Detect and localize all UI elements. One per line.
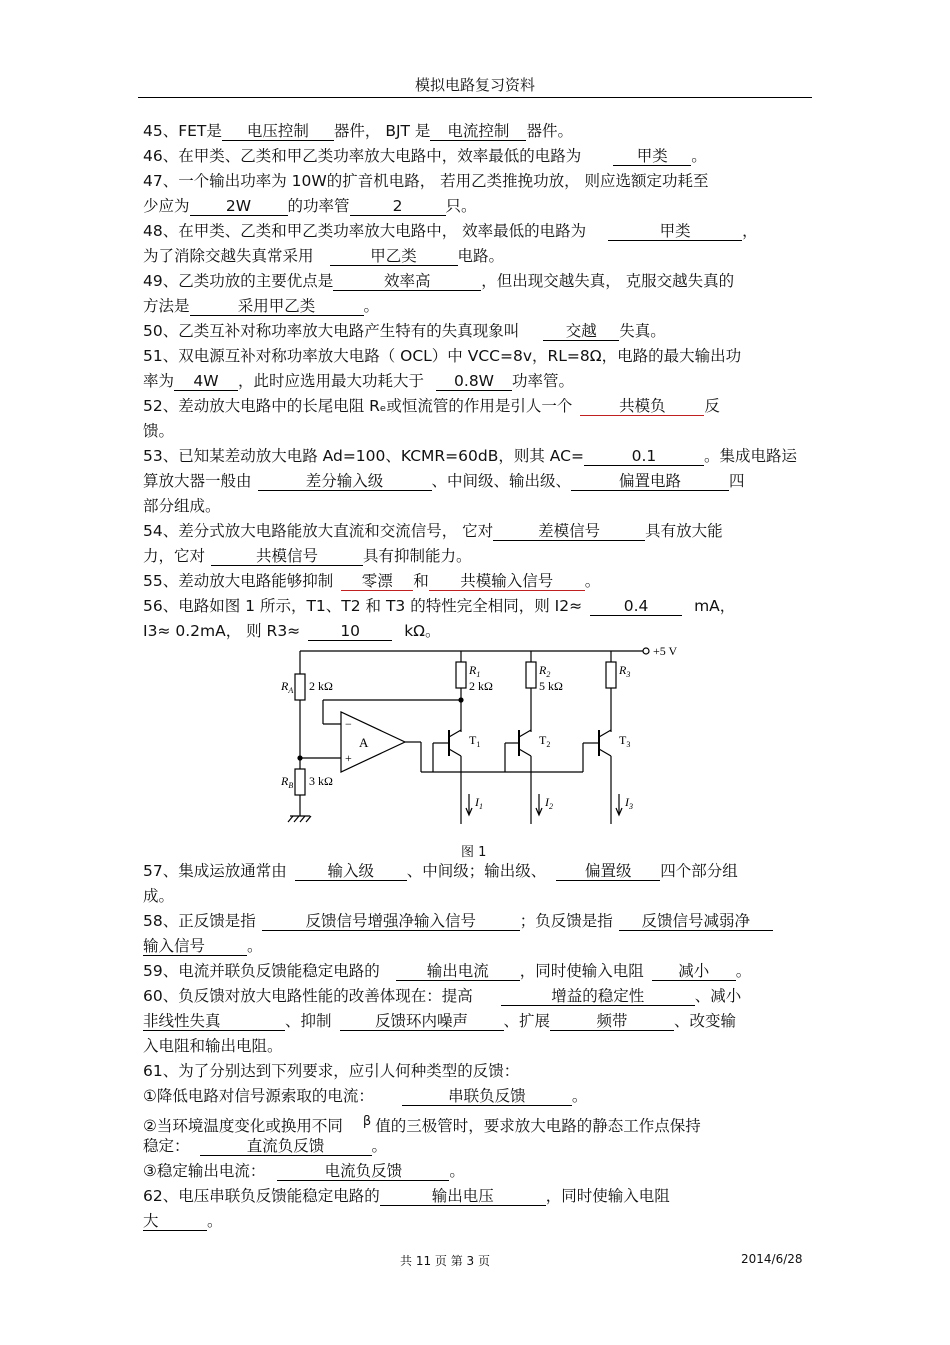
question-48-line1 xyxy=(143,219,808,244)
wire xyxy=(288,816,293,822)
question-57-line2: 成。 xyxy=(143,887,175,905)
text: 57、集成运放通常由 xyxy=(143,862,287,880)
text: ；负反馈是指 xyxy=(519,912,613,930)
wire xyxy=(599,749,611,756)
question-62-line2 xyxy=(143,1209,808,1234)
question-62-line1 xyxy=(143,1184,808,1209)
answer-blank: 电压控制 xyxy=(222,122,334,141)
text: 失真。 xyxy=(619,322,666,340)
answer-blank: 甲类 xyxy=(613,147,691,166)
resistor-r2 xyxy=(526,662,536,688)
text: 。 xyxy=(363,297,380,315)
text: ，同时使输入电阻 xyxy=(519,962,644,980)
text: 。集成电路运 xyxy=(703,447,797,465)
text: 。 xyxy=(371,1137,388,1155)
wire xyxy=(519,749,531,756)
question-56-line2 xyxy=(143,619,808,644)
r2-label: $R_2$ xyxy=(539,663,551,679)
answer-blank: 偏置电路 xyxy=(571,472,729,491)
text: mA， xyxy=(694,597,736,615)
text: 具有放大能 xyxy=(645,522,723,540)
question-60-line3: 入电阻和输出电阻。 xyxy=(143,1037,283,1055)
answer-blank: 大 xyxy=(143,1212,207,1231)
answer-blank: 差模信号 xyxy=(493,522,645,541)
question-46 xyxy=(143,144,808,169)
r3-label: $R_3$ xyxy=(619,663,631,679)
text: 、中间级；输出级、 xyxy=(406,862,547,880)
question-61-item3 xyxy=(143,1159,808,1184)
answer-blank: 2 xyxy=(350,197,446,216)
text: ，同时使输入电阻 xyxy=(545,1187,670,1205)
figure-caption: 图 1 xyxy=(461,845,487,860)
text: 48、在甲类、乙类和甲乙类功率放大电路中， 效率最低的电路为 xyxy=(143,222,587,240)
answer-blank: 差分输入级 xyxy=(258,472,432,491)
answer-blank: 共模输入信号 xyxy=(429,572,585,591)
answer-blank: 反馈信号减弱净 xyxy=(619,912,773,931)
footer-page-number: 共 11 页 第 3 页 xyxy=(400,1254,490,1268)
wire xyxy=(519,730,531,737)
answer-blank: 共模信号 xyxy=(211,547,363,566)
question-61-item1 xyxy=(143,1084,808,1109)
answer-blank: 零漂 xyxy=(341,572,413,591)
page-header-title: 模拟电路复习资料 xyxy=(414,76,535,94)
ra-label: $R_A$ xyxy=(281,679,294,695)
text: 60、负反馈对放大电路性能的改善体现在：提高 xyxy=(143,987,473,1005)
header-rule xyxy=(138,97,812,98)
beta-symbol: β xyxy=(362,1114,372,1129)
r2-value: 5 kΩ xyxy=(539,679,563,693)
text: 、抑制 xyxy=(285,1012,332,1030)
opamp-label: A xyxy=(359,735,369,750)
text: 。 xyxy=(735,962,752,980)
question-60-line1 xyxy=(143,984,808,1009)
ra-value: 2 kΩ xyxy=(309,679,333,693)
text: 45、FET是 xyxy=(143,122,222,140)
question-53-line1 xyxy=(143,444,808,469)
t2-label: $T_2$ xyxy=(539,733,551,749)
answer-blank: 效率高 xyxy=(333,272,481,291)
answer-blank: 增益的稳定性 xyxy=(501,987,695,1006)
t1-label: $T_1$ xyxy=(469,733,481,749)
rb-value: 3 kΩ xyxy=(309,774,333,788)
question-48-line2 xyxy=(143,244,808,269)
answer-blank: 采用甲乙类 xyxy=(190,297,364,316)
text: 、改变输 xyxy=(674,1012,737,1030)
question-54-line1 xyxy=(143,519,808,544)
circuit-figure xyxy=(143,644,808,859)
question-47-line2 xyxy=(143,194,808,219)
text: 58、正反馈是指 xyxy=(143,912,256,930)
question-60-line2 xyxy=(143,1009,808,1034)
answer-blank: 2W xyxy=(190,197,288,216)
text: kΩ。 xyxy=(404,622,441,640)
answer-blank: 电流控制 xyxy=(430,122,526,141)
text: 、中间级、输出级、 xyxy=(431,472,572,490)
answer-blank: 输入级 xyxy=(295,862,407,881)
answer-blank: 共模负 xyxy=(580,397,704,416)
text: 率为 xyxy=(143,372,175,390)
question-58-line2 xyxy=(143,934,808,959)
answer-blank: 甲乙类 xyxy=(330,247,458,266)
text: 功率管。 xyxy=(512,372,575,390)
resistor-rb xyxy=(295,769,305,795)
text: 力，它对 xyxy=(143,547,206,565)
answer-blank: 反馈信号增强净输入信号 xyxy=(262,912,520,931)
answer-blank: 串联负反馈 xyxy=(402,1087,572,1106)
question-61-item2-line2 xyxy=(143,1134,808,1159)
i3-label: $I_3$ xyxy=(625,795,633,811)
r1-label: $R_1$ xyxy=(469,663,481,679)
text: 46、在甲类、乙类和甲乙类功率放大电路中，效率最低的电路为 xyxy=(143,147,582,165)
question-49-line1 xyxy=(143,269,808,294)
text: I3≈ 0.2mA， 则 R3≈ xyxy=(143,622,301,640)
question-61-intro: 61、为了分别达到下列要求，应引人何种类型的反馈： xyxy=(143,1062,520,1080)
text: 四个部分组 xyxy=(660,862,738,880)
answer-blank: 输入信号 xyxy=(143,937,247,956)
wire xyxy=(306,816,311,822)
text: 算放大器一般由 xyxy=(143,472,252,490)
question-61-item2-line1 xyxy=(143,1109,808,1134)
question-50 xyxy=(143,319,808,344)
text: 。 xyxy=(449,1162,465,1180)
resistor-r3 xyxy=(606,662,616,688)
text: 。 xyxy=(691,147,707,165)
answer-blank: 反馈环内噪声 xyxy=(340,1012,504,1031)
answer-blank: 非线性失真 xyxy=(143,1012,285,1031)
text: 电路。 xyxy=(457,247,505,265)
rb-label: $R_B$ xyxy=(281,774,294,790)
wire xyxy=(449,749,461,756)
resistor-ra xyxy=(295,674,305,700)
text: ③稳定输出电流： xyxy=(143,1162,266,1180)
i1-label: $I_1$ xyxy=(475,795,483,811)
question-52-line2: 馈。 xyxy=(143,422,175,440)
text: 少应为 xyxy=(143,197,190,215)
answer-blank: 0.1 xyxy=(584,447,704,466)
answer-blank: 0.4 xyxy=(590,597,682,616)
text: 。 xyxy=(207,1212,223,1230)
wire xyxy=(294,816,299,822)
answer-blank: 电流负反馈 xyxy=(277,1162,449,1181)
i2-arrow xyxy=(536,794,542,815)
i2-label: $I_2$ xyxy=(545,795,553,811)
i3-arrow xyxy=(616,794,622,815)
text: ，此时应选用最大功耗大于 xyxy=(238,372,425,390)
text: 54、差分式放大电路能放大直流和交流信号， 它对 xyxy=(143,522,494,540)
question-51-line2 xyxy=(143,369,808,394)
text: 。 xyxy=(584,572,601,590)
text: 56、电路如图 1 所示，T1、T2 和 T3 的特性完全相同，则 I2≈ xyxy=(143,597,583,615)
text: 值的三极管时，要求放大电路的静态工作点保持 xyxy=(375,1117,701,1135)
text: 四 xyxy=(729,472,745,490)
text: 方法是 xyxy=(143,297,190,315)
question-45 xyxy=(143,119,808,144)
opamp-plus: + xyxy=(345,751,352,765)
text: 、扩展 xyxy=(503,1012,551,1030)
r1-value: 2 kΩ xyxy=(469,679,493,693)
answer-blank: 交越 xyxy=(543,322,619,341)
answer-blank: 甲类 xyxy=(608,222,742,241)
text: 55、差动放大电路能够抑制 xyxy=(143,572,334,590)
answer-blank: 10 xyxy=(308,622,392,641)
t3-label: $T_3$ xyxy=(619,733,631,749)
text: ①降低电路对信号源索取的电流： xyxy=(143,1087,374,1105)
answer-blank: 偏置级 xyxy=(556,862,660,881)
text: ， xyxy=(742,222,758,240)
supply-label: +5 V xyxy=(653,644,678,658)
text: 50、乙类互补对称功率放大电路产生特有的失真现象叫 xyxy=(143,322,520,340)
answer-blank: 频带 xyxy=(550,1012,674,1031)
i1-arrow xyxy=(466,794,472,815)
wire xyxy=(449,730,461,737)
text: ②当环境温度变化或换用不同 xyxy=(143,1117,343,1135)
question-59 xyxy=(143,959,808,984)
question-56-line1 xyxy=(143,594,808,619)
footer-date: 2014/6/28 xyxy=(741,1252,803,1266)
question-47-line1: 47、一个输出功率为 10W的扩音机电路， 若用乙类推挽功放， 则应选额定功耗至 xyxy=(143,172,709,190)
text: 53、已知某差动放大电路 Ad=100、KCMR=60dB，则其 AC= xyxy=(143,447,584,465)
question-51-line1: 51、双电源互补对称功率放大电路（ OCL）中 VCC=8v，RL=8Ω，电路的最大输出功 xyxy=(143,347,742,365)
answer-blank: 减小 xyxy=(652,962,736,981)
text: 。 xyxy=(247,937,263,955)
circuit-diagram xyxy=(273,644,693,839)
question-53-line2 xyxy=(143,469,808,494)
answer-blank: 0.8W xyxy=(436,372,512,391)
text: 49、乙类功放的主要优点是 xyxy=(143,272,334,290)
question-57-line1 xyxy=(143,859,808,884)
question-52-line1 xyxy=(143,394,808,419)
answer-blank: 直流负反馈 xyxy=(200,1137,372,1156)
text: 52、差动放大电路中的长尾电阻 Rₑ或恒流管的作用是引人一个 xyxy=(143,397,573,415)
answer-blank: 4W xyxy=(174,372,238,391)
answer-blank: 输出电压 xyxy=(380,1187,546,1206)
resistor-r1 xyxy=(456,662,466,688)
question-58-line1 xyxy=(143,909,808,934)
supply-terminal xyxy=(643,648,649,654)
question-49-line2 xyxy=(143,294,808,319)
wire xyxy=(599,730,611,737)
document-body xyxy=(143,119,808,1234)
text: 。 xyxy=(571,1087,588,1105)
question-55 xyxy=(143,569,808,594)
text: 和 xyxy=(413,572,429,590)
text: 、减小 xyxy=(694,987,742,1005)
opamp-minus: − xyxy=(345,717,352,731)
text: 只。 xyxy=(445,197,477,215)
question-53-line3: 部分组成。 xyxy=(143,497,221,515)
text: 反 xyxy=(704,397,720,415)
question-54-line2 xyxy=(143,544,808,569)
wire xyxy=(300,816,305,822)
text: 59、电流并联负反馈能稳定电路的 xyxy=(143,962,380,980)
text: 稳定： xyxy=(143,1137,190,1155)
answer-blank: 输出电流 xyxy=(396,962,520,981)
text: 器件。 xyxy=(526,122,573,140)
text: 具有抑制能力。 xyxy=(363,547,472,565)
text: 62、电压串联负反馈能稳定电路的 xyxy=(143,1187,380,1205)
text: 为了消除交越失真常采用 xyxy=(143,247,314,265)
text: 的功率管 xyxy=(287,197,350,215)
text: 器件， BJT 是 xyxy=(333,122,431,140)
text: ，但出现交越失真， 克服交越失真的 xyxy=(481,272,735,290)
